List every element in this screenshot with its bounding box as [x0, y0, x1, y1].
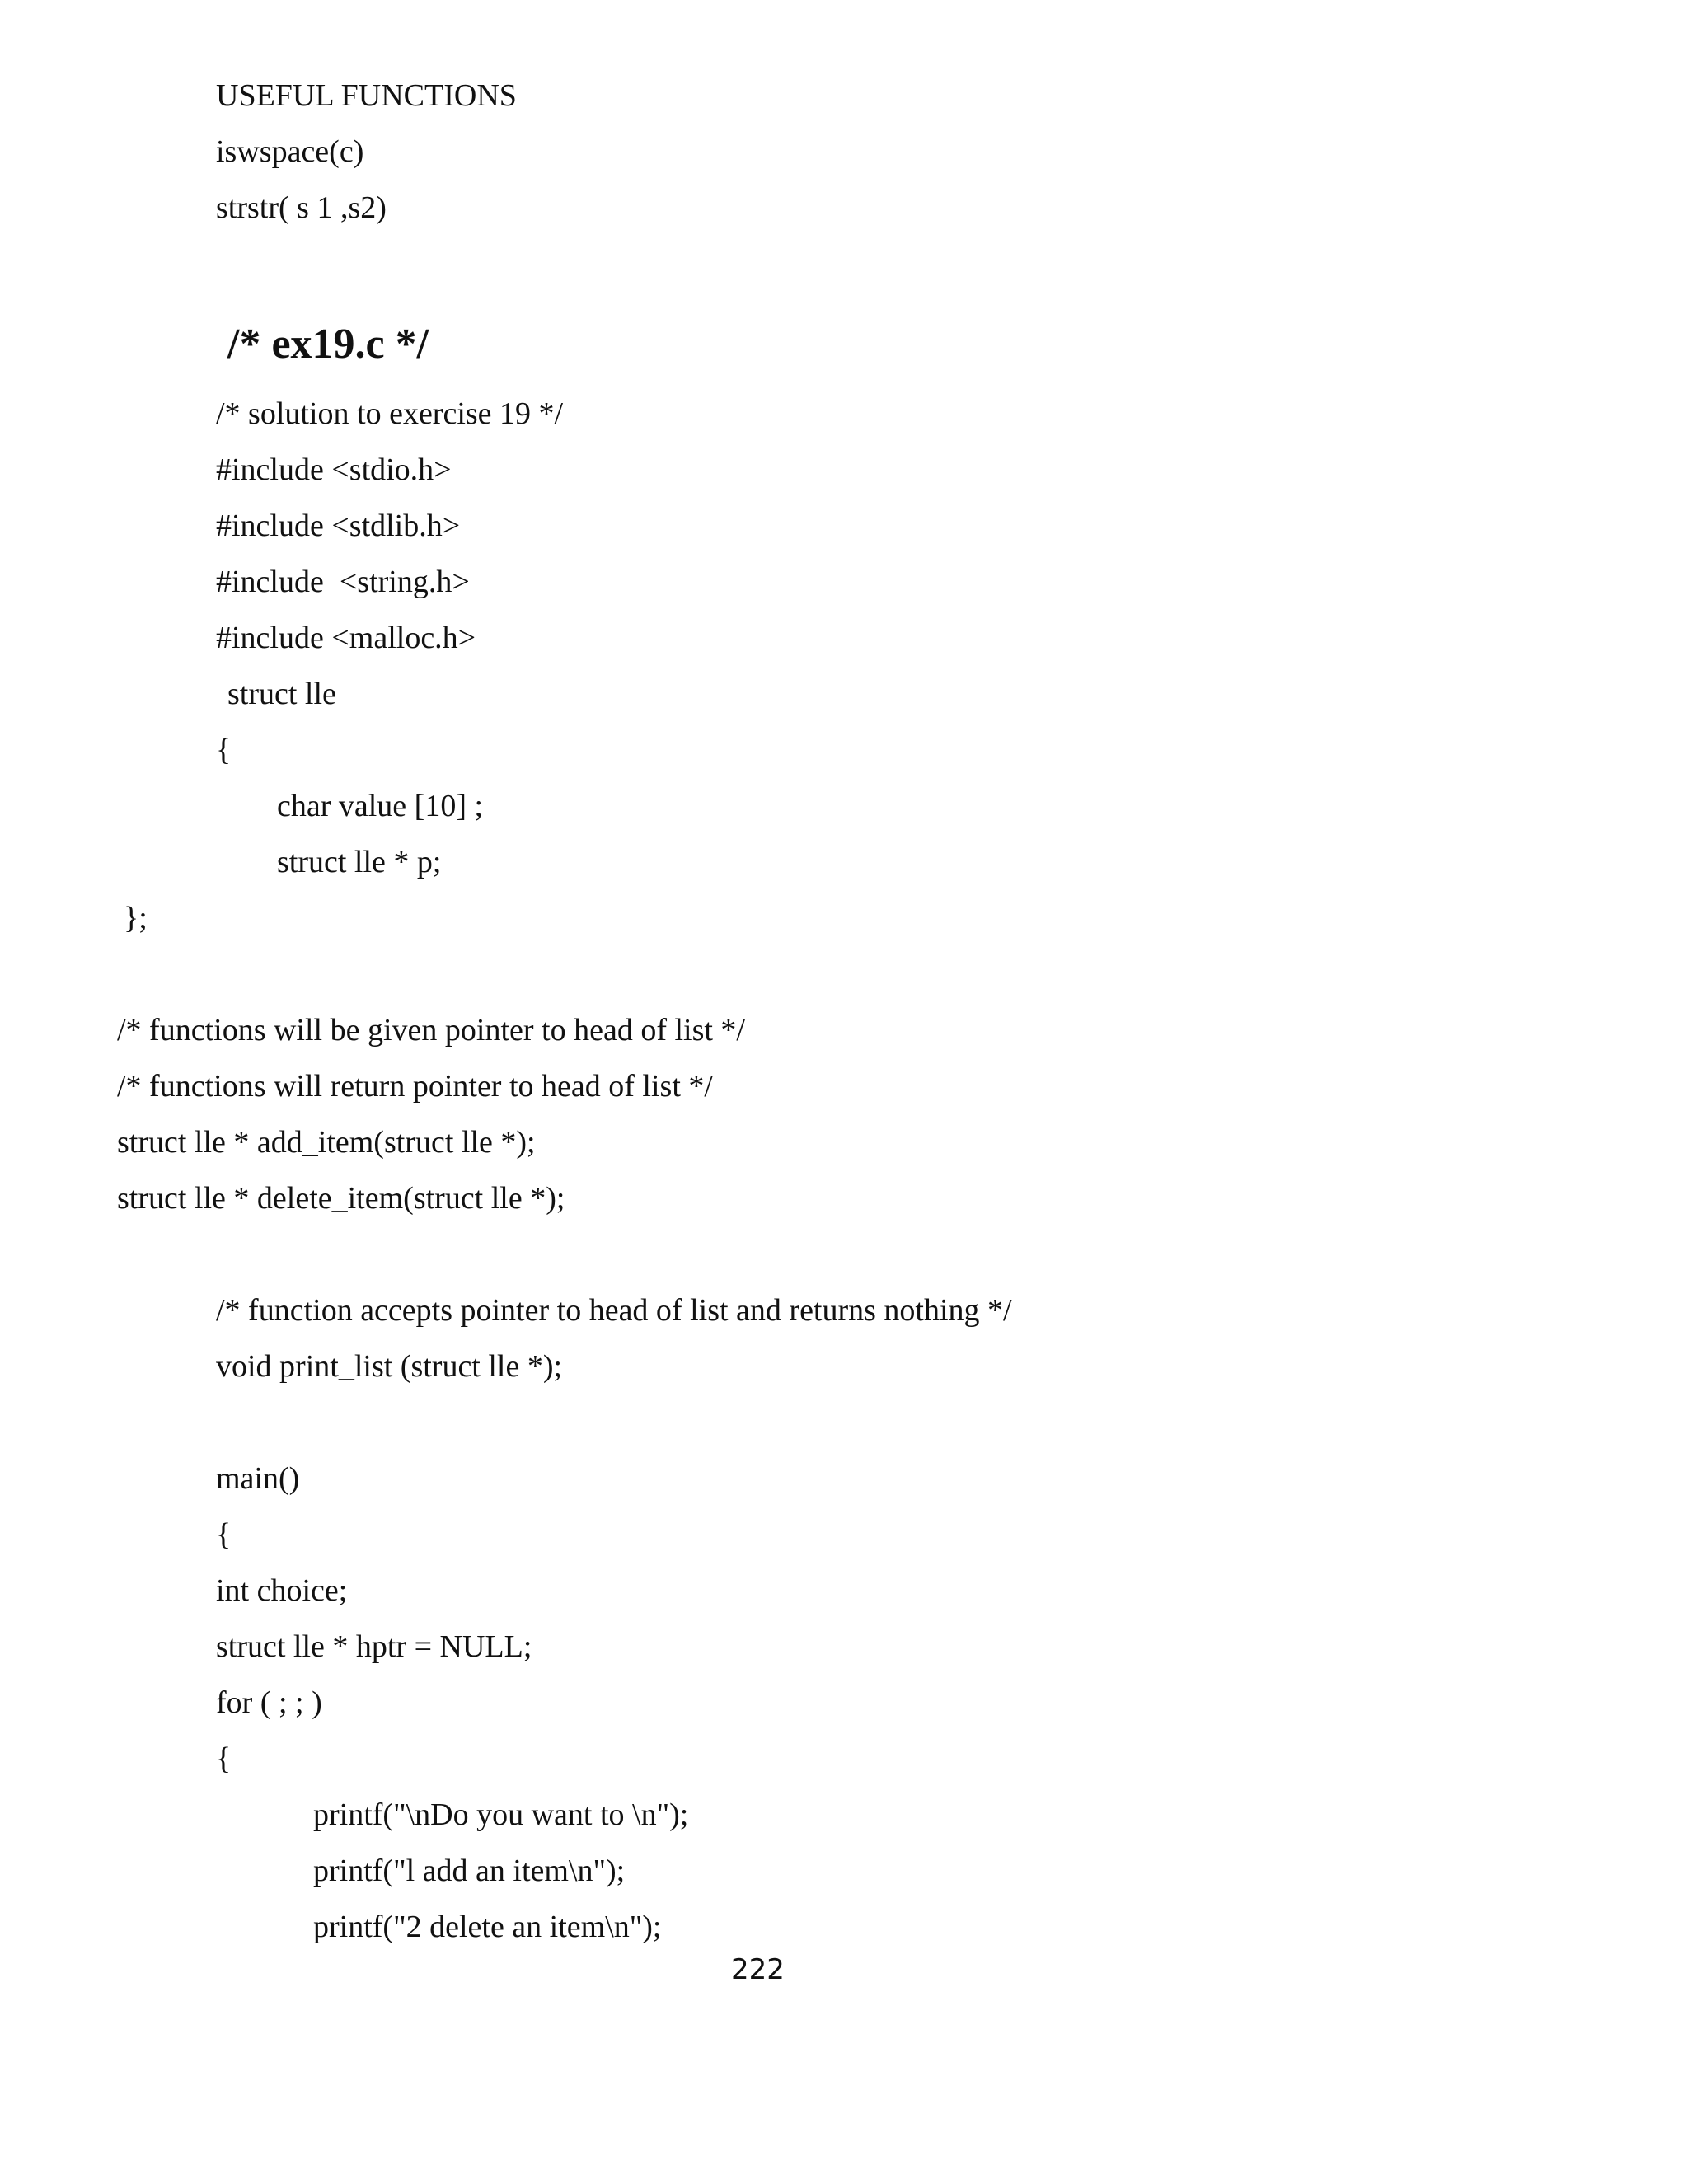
- section-title: USEFUL FUNCTIONS: [216, 78, 517, 113]
- program-title: /* ex19.c */: [227, 321, 429, 368]
- code-line: /* functions will return pointer to head of list */: [117, 1069, 713, 1104]
- code-line: {: [216, 733, 232, 767]
- code-line: int choice;: [216, 1573, 348, 1608]
- code-line: /* solution to exercise 19 */: [216, 396, 564, 431]
- code-line: struct lle * p;: [277, 845, 442, 879]
- code-line: };: [124, 901, 148, 935]
- code-line: main(): [216, 1461, 300, 1496]
- code-line: for ( ; ; ): [216, 1685, 322, 1720]
- function-name-line: iswspace(c): [216, 134, 364, 169]
- code-line: {: [216, 1741, 232, 1776]
- code-line: /* functions will be given pointer to head of list */: [117, 1013, 745, 1047]
- code-line: struct lle * delete_item(struct lle *);: [117, 1181, 565, 1216]
- code-line: #include <string.h>: [216, 565, 470, 599]
- code-line: #include <stdlib.h>: [216, 509, 461, 543]
- code-line: printf("l add an item\n");: [313, 1854, 626, 1888]
- code-line: printf("2 delete an item\n");: [313, 1910, 662, 1944]
- code-line: /* function accepts pointer to head of list and returns nothing */: [216, 1293, 1012, 1328]
- code-line: void print_list (struct lle *);: [216, 1349, 563, 1384]
- function-name-line: strstr( s 1 ,s2): [216, 190, 387, 225]
- code-line: struct lle * hptr = NULL;: [216, 1629, 532, 1664]
- code-line: #include <stdio.h>: [216, 452, 452, 487]
- page-number: 222: [731, 1953, 785, 1986]
- code-line: printf("\nDo you want to \n");: [313, 1797, 689, 1832]
- code-line: char value [10] ;: [277, 789, 484, 823]
- code-line: struct lle: [227, 677, 336, 711]
- code-line: struct lle * add_item(struct lle *);: [117, 1125, 536, 1160]
- code-line: {: [216, 1517, 232, 1552]
- code-line: #include <malloc.h>: [216, 621, 476, 655]
